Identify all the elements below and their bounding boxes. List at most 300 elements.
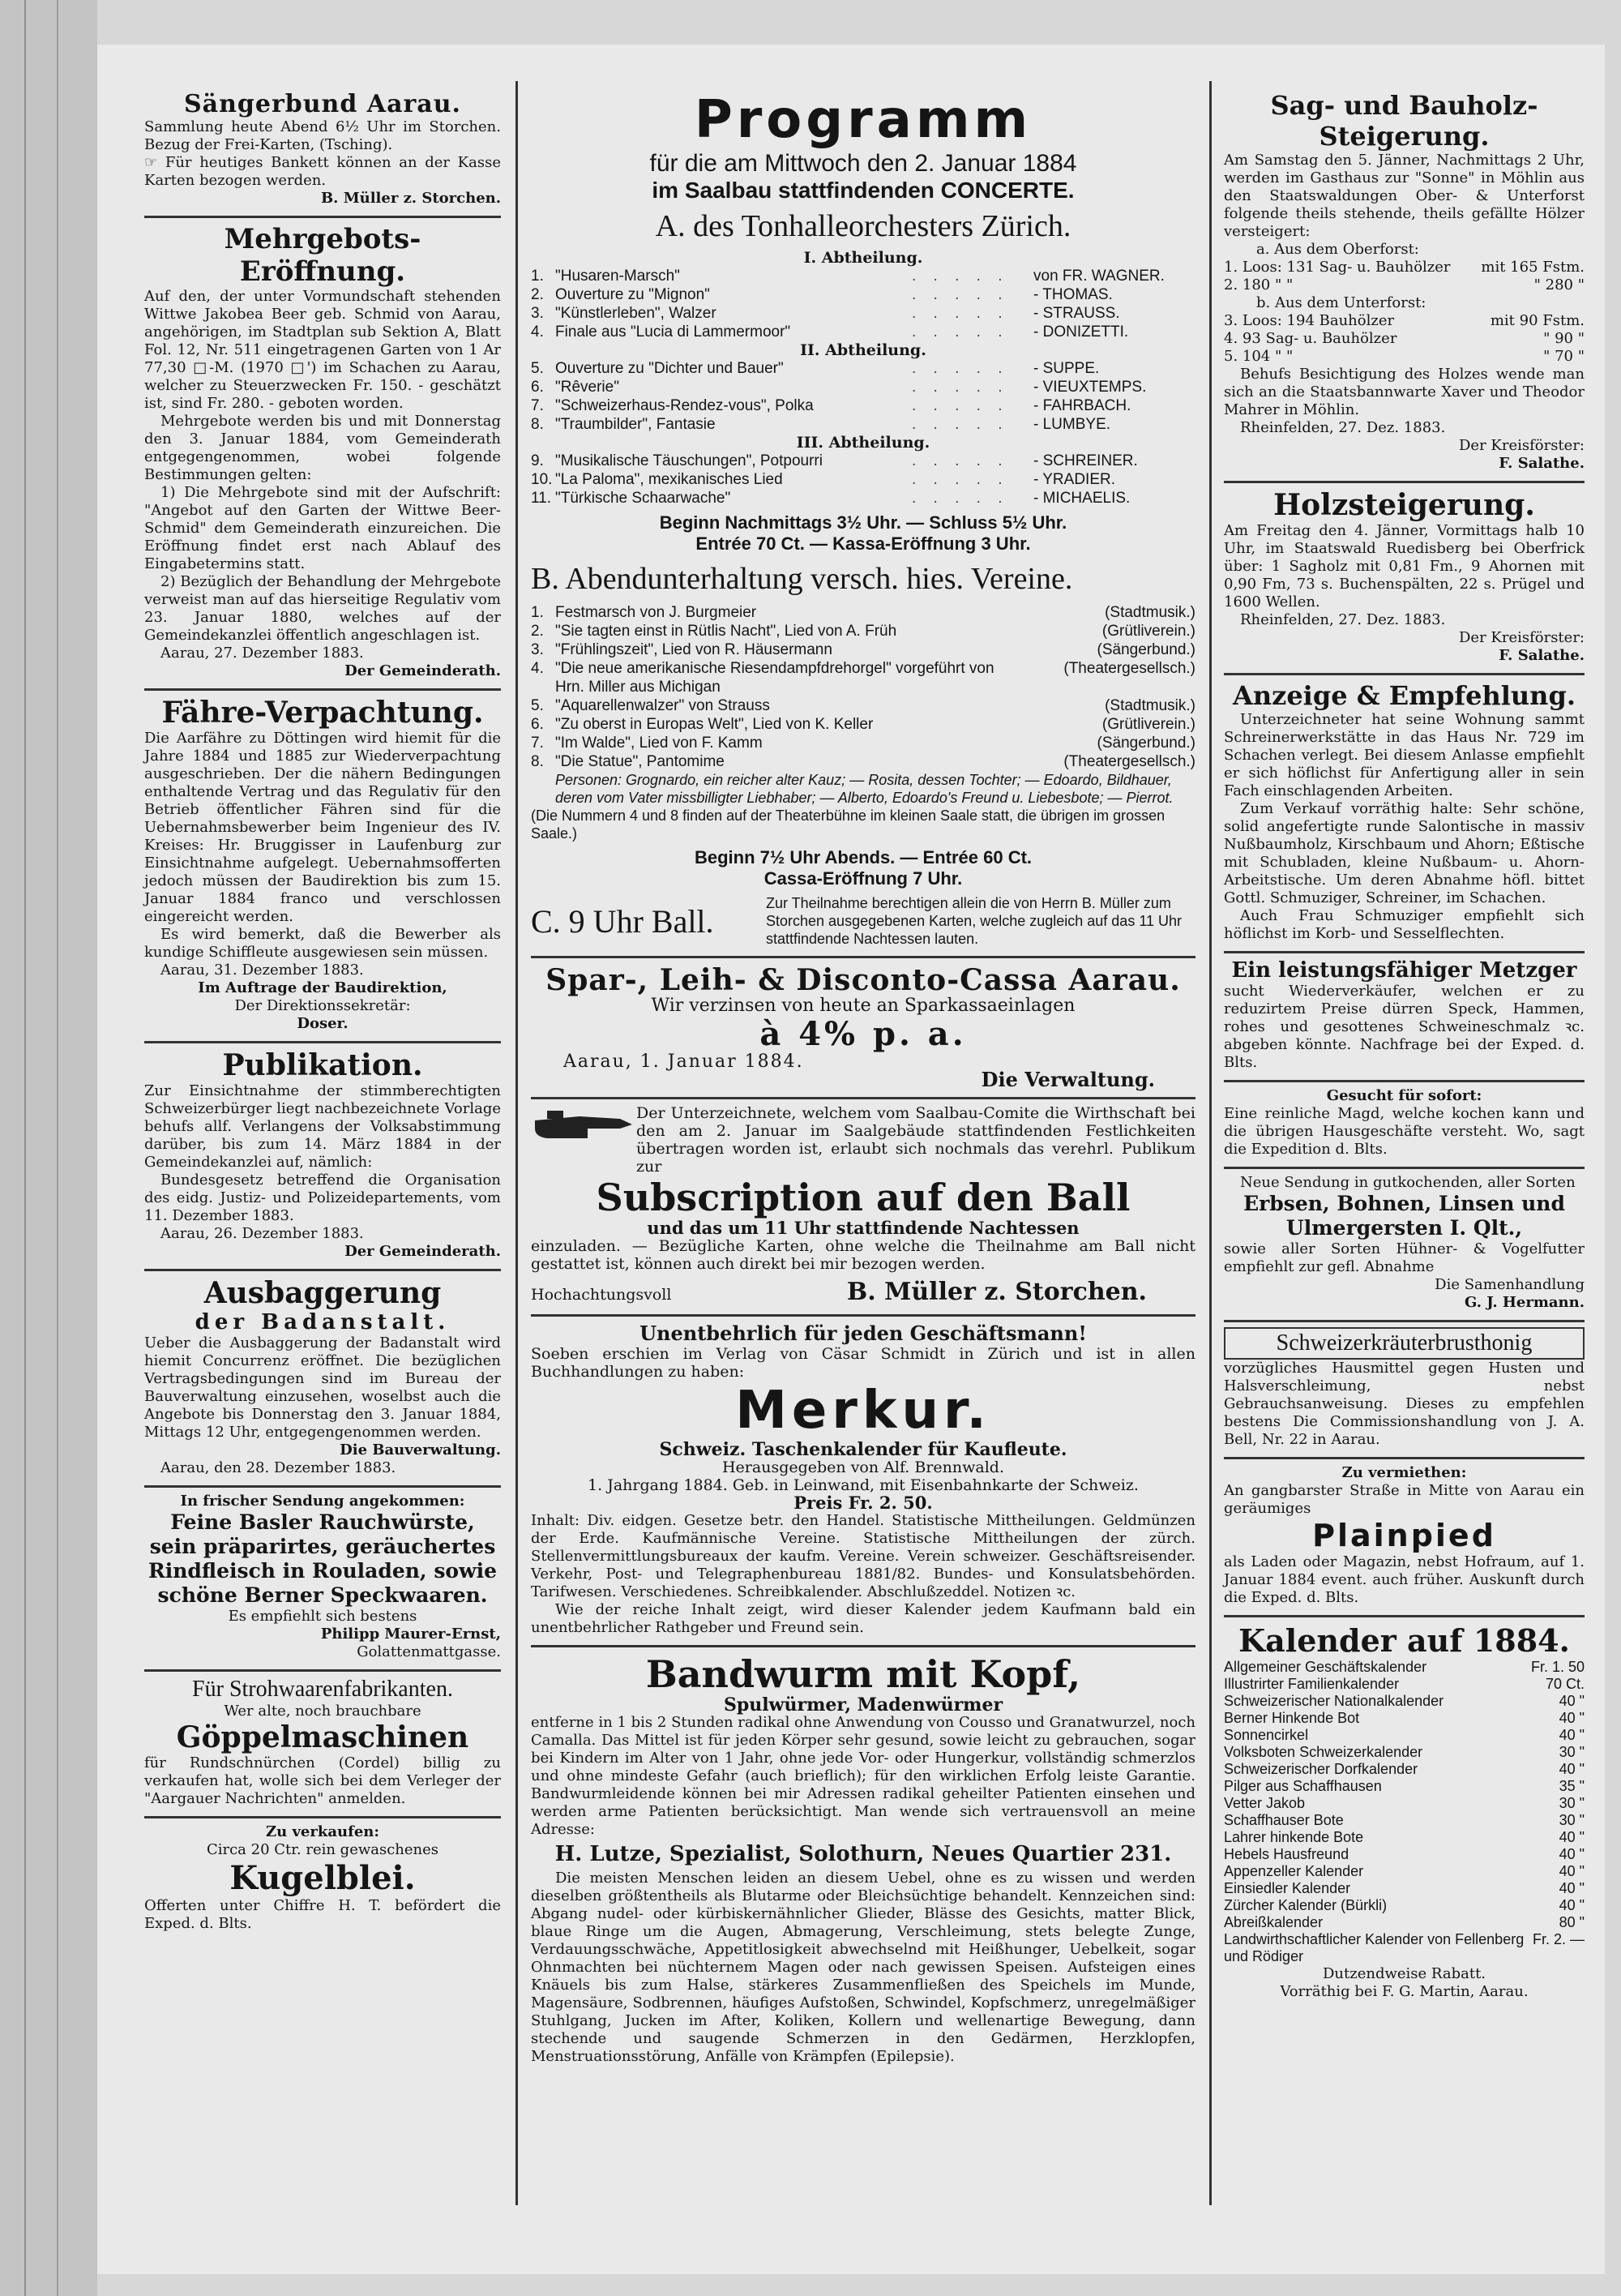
ad-mehrgebot bbox=[144, 218, 501, 691]
ad-merkur bbox=[531, 1317, 1195, 1647]
subscription-intro bbox=[531, 1104, 1195, 1176]
lot-row bbox=[1224, 259, 1585, 276]
subscription-sign-row bbox=[531, 1278, 1195, 1306]
ad-text: Zur Einsichtnahme der stimmberechtigten Schweizerbürger liegt nachbezeichnete Vorlage behufs allf. Verlangens der Volksabstimmung darüber, bis zum 14. März 1884 in der Gemeindekanzlei auf, nämlich: bbox=[144, 1082, 501, 1171]
ad-date: Aarau, 1. Januar 1884. bbox=[563, 1052, 804, 1072]
program-row bbox=[531, 659, 1195, 696]
kalender-name: Volksboten Schweizerkalender bbox=[1224, 1744, 1423, 1760]
program-title: Programm bbox=[694, 90, 1033, 150]
ad-text: Es empfiehlt sich bestens bbox=[228, 1608, 417, 1625]
ad-rate: à 4% p. a. bbox=[759, 1015, 967, 1053]
lot-quantity: " 280 " bbox=[1533, 276, 1585, 293]
program-list-b bbox=[531, 603, 1195, 771]
item-number: 6. bbox=[531, 716, 544, 733]
kalender-row bbox=[1224, 1880, 1585, 1897]
ad-editor: Herausgegeben von Alf. Brennwald. bbox=[721, 1459, 1005, 1476]
ad-title: Holzsteigerung. bbox=[1273, 488, 1535, 522]
ad-text: Unterzeichneter hat seine Wohnung sammt Schreinerwerkstätte in das Haus Nr. 729 im Schachen verlegt. Bei diesem Anlasse empfiehlt er sich höflichst für Anfertigung aller in sein Fach einschlagenden Arbeiten. bbox=[1224, 711, 1585, 799]
item-title: "Musikalische Täuschungen", Potpourri bbox=[555, 452, 823, 469]
ad-text: Auf den, der unter Vormundschaft stehenden Wittwe Jakobea Beer geb. Schmid von Aarau, angehörigen, im Stadtplan sub Sektion A, Blatt Fol. 12, Nr. 511 eingetragenen Garten von 1 Ar 77,30 □-M. (1970 □') im Schachen zu Aarau, welcher zu Steuerzwecken Fr. 150. - geschätzt ist, sind Fr. 280. - geboten worden. bbox=[144, 288, 501, 412]
leader-dots: . . . . . bbox=[912, 305, 1009, 322]
kalender-price: Fr. 2. — bbox=[1532, 1931, 1585, 1947]
kalender-row bbox=[1224, 1761, 1585, 1778]
newspaper-page bbox=[97, 45, 1605, 2274]
program-row bbox=[531, 622, 1195, 640]
ad-faehre bbox=[144, 691, 501, 1043]
item-composer: - SUPPE. bbox=[1033, 360, 1100, 377]
ad-text: Sammlung heute Abend 6½ Uhr im Storchen. Bezug der Frei-Karten, (Tsching). bbox=[144, 118, 501, 153]
ad-text: Zum Verkauf vorräthig halte: Sehr schöne, solid angefertigte runde Salontische in massiv Nußbaumholz, Kirschbaum und Ahorn; Eßtische mit Schubladen, kleine Nußbaum- u. Ahorn-Arbeitstische. Um deren Abnahme höfl. bittet Gottl. Schmuziger, Schreiner, im Schachen. bbox=[1224, 800, 1585, 906]
item-composer: - FAHRBACH. bbox=[1033, 397, 1131, 414]
kalender-row bbox=[1224, 1727, 1585, 1744]
item-composer: - LUMBYE. bbox=[1033, 416, 1111, 433]
item-number: 5. bbox=[531, 360, 544, 377]
kalender-price: 30 " bbox=[1559, 1812, 1585, 1828]
program-row bbox=[531, 304, 1195, 323]
kalender-row bbox=[1224, 1710, 1585, 1727]
item-composer: - VIEUXTEMPS. bbox=[1033, 379, 1147, 396]
ad-publikation bbox=[144, 1043, 501, 1271]
kalender-price: 70 Ct. bbox=[1545, 1676, 1585, 1692]
kalender-name: Landwirthschaftlicher Kalender von Fellenberg und Rödiger bbox=[1224, 1931, 1525, 1964]
ad-kugelblei bbox=[144, 1818, 501, 1941]
kalender-row bbox=[1224, 1659, 1585, 1676]
item-verein: (Sängerbund.) bbox=[1097, 735, 1195, 752]
program-list-1 bbox=[531, 267, 1195, 341]
item-verein: (Stadtmusik.) bbox=[1105, 697, 1195, 714]
ad-title: Steigerung. bbox=[1319, 121, 1490, 152]
program-row bbox=[531, 696, 1195, 715]
ad-title: Plainpied bbox=[1312, 1518, 1496, 1553]
ad-date: Aarau, den 28. Dezember 1883. bbox=[160, 1459, 396, 1476]
item-title: Finale aus "Lucia di Lammermoor" bbox=[555, 323, 791, 341]
kalender-row bbox=[1224, 1897, 1585, 1914]
item-title: "Schweizerhaus-Rendez-vous", Polka bbox=[555, 397, 814, 414]
lot-row bbox=[1224, 348, 1585, 366]
lot-label: 4. 93 Sag- u. Bauhölzer bbox=[1224, 330, 1397, 347]
kalender-name: Allgemeiner Geschäftskalender bbox=[1224, 1659, 1427, 1675]
ad-text: Behufs Besichtigung des Holzes wende man sich an die Staatsbannwarte Xaver und Theodor Mahrer in Möhlin. bbox=[1224, 366, 1585, 418]
ad-title: Sängerbund Aarau. bbox=[183, 90, 462, 118]
program-row bbox=[531, 452, 1195, 470]
kalender-row bbox=[1224, 1914, 1585, 1931]
section-heading: I. Abtheilung. bbox=[803, 249, 923, 267]
ad-date: Rheinfelden, 27. Dez. 1883. bbox=[1240, 611, 1446, 628]
kalender-row bbox=[1224, 1863, 1585, 1880]
item-number: 9. bbox=[531, 452, 544, 469]
ad-title: Fähre-Verpachtung. bbox=[161, 696, 484, 730]
program-personen: Personen: Grognardo, ein reicher alter Kauz; — Rosita, dessen Tochter; — Edoardo, Bildhauer, deren vom Vater missbilligter Liebhaber; — Alberto, Edoardo's Freund u. Liebesbote; — Pierrot. bbox=[555, 772, 1174, 806]
ad-kalender bbox=[1224, 1617, 1585, 2009]
ad-sub: Circa 20 Ctr. rein gewaschenes bbox=[206, 1841, 439, 1858]
ad-title: Feine Basler Rauchwürste, sein präparirtes, geräuchertes Rindfleisch in Rouladen, sowie schöne Berner Speckwaaren. bbox=[148, 1510, 498, 1607]
lots-list-b bbox=[1224, 312, 1585, 366]
item-composer: von FR. WAGNER. bbox=[1033, 268, 1165, 285]
kalender-row bbox=[1224, 1812, 1585, 1829]
ad-signature: F. Salathe. bbox=[1499, 647, 1585, 664]
kalender-price: 80 " bbox=[1559, 1914, 1585, 1930]
ad-note: Für heutiges Bankett können an der Kasse Karten bezogen werden. bbox=[144, 154, 501, 189]
ad-signature: Philipp Maurer-Ernst, bbox=[320, 1626, 501, 1643]
ad-sub: Spulwürmer, Madenwürmer bbox=[723, 1694, 1003, 1716]
kalender-name: Abreißkalender bbox=[1224, 1914, 1324, 1930]
ad-signature: Die Samenhandlung bbox=[1435, 1276, 1585, 1293]
ad-text: sucht Wiederverkäufer, welchen er zu reduzirtem Preise dürren Speck, Hammen, rohes und gesottenes Schweineschmalz ꝛc. abgeben könnte. Nachfrage bei der Exped. d. Blts. bbox=[1224, 983, 1585, 1071]
kalender-row bbox=[1224, 1778, 1585, 1795]
ad-text: Wie der reiche Inhalt zeigt, wird dieser Kalender jedem Kaufmann bald ein unentbehrlicher Rathgeber und Freund sein. bbox=[531, 1601, 1195, 1636]
item-verein: (Grütliverein.) bbox=[1101, 716, 1195, 733]
program-part-b: B. Abendunterhaltung versch. hies. Vereine. bbox=[531, 562, 1073, 596]
ad-text: Die Aarfähre zu Döttingen wird hiemit für die Jahre 1884 und 1885 zur Wiederverpachtung ausgeschrieben. Der die nähern Bedingungen enthaltende Vertrag und das Regulativ für den Betrieb öffentlicher Fähren sind für die Uebernahmsbewerber beim Ingenieur des IV. Kreises: Hr. Bruggisser in Laufenburg zur Einsichtnahme aufgelegt. Uebernahmsofferten jedoch müssen der Baudirektion bis zum 15. Januar 1884 franco und verschlossen eingereicht werden. bbox=[144, 730, 501, 925]
ad-title: Subscription auf den Ball bbox=[596, 1176, 1131, 1219]
kalender-name: Schweizerischer Nationalkalender bbox=[1224, 1693, 1444, 1709]
item-composer: - DONIZETTI. bbox=[1033, 323, 1129, 341]
item-composer: - THOMAS. bbox=[1033, 286, 1113, 303]
ad-strohwaaren bbox=[144, 1672, 501, 1818]
ad-lead: Wer alte, noch brauchbare bbox=[224, 1703, 421, 1720]
ad-text: Mehrgebote werden bis und mit Donnerstag den 3. Januar 1884, vom Gemeinderath entgegengenommen, wobei folgende Bestimmungen gelten: bbox=[144, 413, 501, 483]
ad-text: 1) Die Mehrgebote sind mit der Aufschrift: "Angebot auf den Garten der Wittwe Beer-Schmid" dem Gemeinderath einzureichen. Die Eröffnung findet erst nach Ablauf des Eingabetermins statt. bbox=[144, 484, 501, 572]
pointing-hand-icon bbox=[531, 1104, 636, 1145]
ad-text: Am Samstag den 5. Jänner, Nachmittags 2 Uhr, werden im Gasthaus zur "Sonne" in Möhlin aus den Staatswaldungen Ober- & Unterforst folgende theils stehende, theils gefällte Hölzer versteigert: bbox=[1224, 152, 1585, 240]
kalender-row bbox=[1224, 1931, 1585, 1965]
ad-title: Kugelblei. bbox=[229, 1859, 416, 1897]
kalender-row bbox=[1224, 1829, 1585, 1846]
kalender-name: Appenzeller Kalender bbox=[1224, 1863, 1364, 1879]
program-row bbox=[531, 489, 1195, 508]
ad-subtitle: der Badanstalt. bbox=[195, 1310, 451, 1334]
leader-dots: . . . . . bbox=[912, 471, 1009, 488]
kalender-row bbox=[1224, 1795, 1585, 1812]
ad-text: als Laden oder Magazin, nebst Hofraum, auf 1. Januar 1884 event. auch früher. Auskunft durch die Exped. d. Blts. bbox=[1224, 1553, 1585, 1606]
lot-label: 5. 104 " " bbox=[1224, 348, 1294, 365]
program-begin: Beginn 7½ Uhr Abends. — Entrée 60 Ct. bbox=[694, 847, 1033, 867]
ad-text: Bundesgesetz betreffend die Organisation des eidg. Justiz- und Polizeidepartements, vom 11. Dezember 1883. bbox=[144, 1172, 501, 1224]
ad-signature: Doser. bbox=[297, 1015, 349, 1032]
program-row bbox=[531, 715, 1195, 734]
item-title: "Türkische Schaarwache" bbox=[555, 490, 731, 507]
ad-signature: Der Gemeinderath. bbox=[344, 1243, 501, 1260]
ad-title: Spar-, Leih- & Disconto-Cassa Aarau. bbox=[545, 963, 1181, 997]
lot-quantity: " 90 " bbox=[1543, 330, 1585, 347]
lot-row bbox=[1224, 276, 1585, 294]
item-composer: - STRAUSS. bbox=[1033, 305, 1120, 322]
ad-title: Anzeige & Empfehlung. bbox=[1233, 680, 1576, 711]
program-row bbox=[531, 470, 1195, 489]
ad-footer: Vorräthig bei F. G. Martin, Aarau. bbox=[1280, 1983, 1529, 2000]
ad-rauchwurst bbox=[144, 1488, 501, 1672]
program-row bbox=[531, 640, 1195, 659]
kalender-row bbox=[1224, 1676, 1585, 1693]
program-row bbox=[531, 359, 1195, 378]
ad-text: Die meisten Menschen leiden an diesem Uebel, ohne es zu wissen und werden dieselben größtentheils als Blutarme oder Bleichsüchtige behandelt. Kennzeichen sind: Abgang nudel- oder kürbiskernähnlicher Glieder, Blässe des Gesichts, matter Blick, blaue Ringe um die Augen, Abmagerung, Verschleimung, stets belegte Zunge, Verdauungsschwäche, Appetitlosigkeit abwechselnd mit Heißhunger, Uebelkeit, sogar Ohnmachten bei nüchternem Magen oder nach gewissen Speisen. Aufsteigen eines Knäuels bis zum Halse, stärkeres Zusammenfließen des Speichels im Munde, Magensäure, Sodbrennen, häufiges Aufstoßen, Schwindel, Kopfschmerz, unregelmäßiger Stuhlgang, Jucken im After, Koliken, Kollern und wellenartige Bewegung, dann stechende und saugende Schmerzen in den Gedärmen, Herzklopfen, Menstruationsstörung, Anfälle von Krämpfen (Epilepsie). bbox=[531, 1870, 1195, 2065]
program-row bbox=[531, 285, 1195, 304]
item-title: "Künstlerleben", Walzer bbox=[555, 305, 716, 322]
kalender-row bbox=[1224, 1693, 1585, 1710]
kalender-price: 35 " bbox=[1559, 1778, 1585, 1794]
ad-signature: B. Müller z. Storchen. bbox=[320, 190, 501, 207]
kalender-price: 40 " bbox=[1559, 1863, 1585, 1879]
item-number: 5. bbox=[531, 697, 544, 714]
kalender-price: 40 " bbox=[1559, 1897, 1585, 1913]
program-part-a: A. des Tonhalleorchesters Zürich. bbox=[655, 209, 1071, 243]
ad-signature: Der Kreisförster: bbox=[1458, 437, 1585, 454]
ad-signature: F. Salathe. bbox=[1499, 455, 1585, 472]
kalender-name: Schweizerischer Dorfkalender bbox=[1224, 1761, 1418, 1777]
item-verein: (Stadtmusik.) bbox=[1105, 604, 1195, 621]
ad-date: Aarau, 27. Dezember 1883. bbox=[160, 645, 364, 662]
ad-text: Auch Frau Schmuziger empfiehlt sich höflichst im Korb- und Sesselflechten. bbox=[1224, 907, 1585, 942]
ad-date: Aarau, 26. Dezember 1883. bbox=[160, 1225, 364, 1242]
ad-signature: B. Müller z. Storchen. bbox=[846, 1278, 1147, 1306]
pointing-hand-icon: ☞ bbox=[144, 154, 158, 171]
item-title: "La Paloma", mexikanisches Lied bbox=[555, 471, 783, 488]
ad-date: Rheinfelden, 27. Dez. 1883. bbox=[1240, 419, 1446, 436]
ad-title: Kalender auf 1884. bbox=[1238, 1622, 1570, 1659]
ad-honig bbox=[1224, 1322, 1585, 1459]
kalender-price: 40 " bbox=[1559, 1880, 1585, 1896]
ad-text: für Rundschnürchen (Cordel) billig zu verkaufen hat, wolle sich bei dem Verleger der "Aargauer Nachrichten" anmelden. bbox=[144, 1754, 501, 1807]
item-verein: (Grütliverein.) bbox=[1101, 623, 1195, 640]
ad-signature: Die Verwaltung. bbox=[981, 1068, 1155, 1091]
kalender-price: 40 " bbox=[1559, 1727, 1585, 1743]
kalender-name: Berner Hinkende Bot bbox=[1224, 1710, 1360, 1726]
kalender-list bbox=[1224, 1659, 1585, 1965]
program-subtitle: im Saalbau stattfindenden CONCERTE. bbox=[652, 178, 1075, 203]
ad-year: 1. Jahrgang 1884. Geb. in Leinwand, mit Eisenbahnkarte der Schweiz. bbox=[588, 1476, 1139, 1494]
program-subtitle: für die am Mittwoch den 2. Januar 1884 bbox=[649, 150, 1077, 177]
kalender-name: Zürcher Kalender (Bürkli) bbox=[1224, 1897, 1388, 1913]
leader-dots: . . . . . bbox=[912, 397, 1009, 414]
ad-signature: Der Kreisförster: bbox=[1458, 629, 1585, 646]
item-number: 8. bbox=[531, 753, 544, 770]
leader-dots: . . . . . bbox=[912, 416, 1009, 433]
item-title: "Sie tagten einst in Rütlis Nacht", Lied von A. Früh bbox=[555, 623, 897, 640]
kalender-price: 40 " bbox=[1559, 1846, 1585, 1862]
lot-quantity: mit 90 Fstm. bbox=[1490, 312, 1585, 329]
lot-label: 2. 180 " " bbox=[1224, 276, 1294, 293]
ad-date: Aarau, 31. Dezember 1883. bbox=[160, 962, 364, 979]
program-note: (Die Nummern 4 und 8 finden auf der Theaterbühne im kleinen Saale statt, die übrigen im grossen Saale.) bbox=[531, 807, 1165, 842]
program-row bbox=[531, 752, 1195, 771]
column-rule-left bbox=[515, 81, 518, 2205]
program-row bbox=[531, 603, 1195, 622]
item-title: "Im Walde", Lied von F. Kamm bbox=[555, 735, 763, 752]
ad-bauholz bbox=[1224, 85, 1585, 483]
item-title: "Die Statue", Pantomime bbox=[555, 753, 725, 770]
item-composer: - MICHAELIS. bbox=[1033, 490, 1131, 507]
item-title: "Rêverie" bbox=[555, 379, 619, 396]
leader-dots: . . . . . bbox=[912, 360, 1009, 377]
ad-title: Bandwurm mit Kopf, bbox=[645, 1652, 1081, 1696]
item-number: 1. bbox=[531, 604, 544, 621]
ad-magd bbox=[1224, 1082, 1585, 1169]
ad-text: sowie aller Sorten Hühner- & Vogelfutter empfiehlt zur gefl. Abnahme bbox=[1224, 1240, 1585, 1275]
kalender-price: 30 " bbox=[1559, 1744, 1585, 1760]
item-verein: (Theatergesellsch.) bbox=[1063, 660, 1195, 677]
ad-title: Sag- und Bauholz- bbox=[1270, 90, 1538, 121]
ad-title: Gesucht für sofort: bbox=[1326, 1087, 1482, 1104]
ad-text: Neue Sendung in gutkochenden, aller Sorten bbox=[1240, 1174, 1576, 1191]
program-list-3 bbox=[531, 452, 1195, 508]
ad-text: Am Freitag den 4. Jänner, Vormittags halb 10 Uhr, im Staatswald Ruedisberg bei Oberfrick über: 1 Sagholz mit 0,81 Fm., 9 Ahornen mit 0,90 Fm, 73 s. Buchenspälten, 22 s. Prügel und 1600 Wellen. bbox=[1224, 522, 1585, 610]
ad-text: vorzügliches Hausmittel gegen Husten und Halsverschleimung, nebst Gebrauchsanweisung. Dieses zu empfehlen bestens Die Commissionshandlung von J. A. Bell, Nr. 22 in Aarau. bbox=[1224, 1360, 1585, 1448]
section-heading: II. Abtheilung. bbox=[800, 341, 926, 359]
kalender-name: Illustrirter Familienkalender bbox=[1224, 1676, 1400, 1692]
leader-dots: . . . . . bbox=[912, 379, 1009, 396]
lots-heading: b. Aus dem Unterforst: bbox=[1256, 294, 1426, 311]
ad-title: Merkur. bbox=[735, 1381, 991, 1441]
ad-lead: Zu verkaufen: bbox=[265, 1823, 380, 1840]
ad-title: Publikation. bbox=[222, 1048, 423, 1082]
ad-spar bbox=[531, 958, 1195, 1099]
kalender-price: 40 " bbox=[1559, 1693, 1585, 1709]
item-composer: - SCHREINER. bbox=[1033, 452, 1138, 469]
ad-bandwurm bbox=[531, 1647, 1195, 2074]
kalender-name: Schaffhauser Bote bbox=[1224, 1812, 1344, 1828]
lot-row bbox=[1224, 330, 1585, 348]
program-entree: Cassa-Eröffnung 7 Uhr. bbox=[763, 868, 963, 889]
item-number: 7. bbox=[531, 735, 544, 752]
item-number: 2. bbox=[531, 623, 544, 640]
adjacent-page-edge bbox=[0, 0, 97, 2296]
item-number: 1. bbox=[531, 268, 544, 285]
ad-text: 2) Bezüglich der Behandlung der Mehrgebote verweist man auf das hierseitige Regulativ vom 23. Januar 1880, welches auf der Gemeindekanzlei öffentlich angeschlagen ist. bbox=[144, 573, 501, 644]
program-begin: Beginn Nachmittags 3½ Uhr. — Schluss 5½ Uhr. bbox=[659, 512, 1067, 533]
program-ball-row bbox=[531, 894, 1195, 948]
item-number: 3. bbox=[531, 641, 544, 658]
kalender-price: 40 " bbox=[1559, 1710, 1585, 1726]
ad-title: Erbsen, Bohnen, Linsen und Ulmergersten I. Qlt., bbox=[1243, 1192, 1565, 1240]
program-list-2 bbox=[531, 359, 1195, 434]
kalender-price: Fr. 1. 50 bbox=[1530, 1659, 1585, 1675]
lot-quantity: mit 165 Fstm. bbox=[1481, 259, 1585, 276]
ad-text: entferne in 1 bis 2 Stunden radikal ohne Anwendung von Cousso und Granatwurzel, noch Camalla. Das Mittel ist für jeden Körper sehr gesund, sowie leicht zu gebrauchen, sogar bei Kindern im Alter von 1 Jahr, ohne jede Vor- oder Hungerkur, vollständig schmerzlos und ohne mindeste Gefahr (auch brieflich); für den wirklichen Erfolg leiste Garantie. Bandwurmleidende können bei mir Adressen radikal geheilter Patienten einsehen und werden arme Patienten berücksichtigt. Man wende sich vertrauensvoll an meine Adresse: bbox=[531, 1714, 1195, 1838]
ad-address: H. Lutze, Spezialist, Solothurn, Neues Quartier 231. bbox=[554, 1842, 1172, 1866]
leader-dots: . . . . . bbox=[912, 323, 1009, 341]
ad-ausbaggerung bbox=[144, 1271, 501, 1488]
kalender-name: Sonnencirkel bbox=[1224, 1727, 1309, 1743]
column-rule-right bbox=[1209, 81, 1212, 2205]
program-row bbox=[531, 734, 1195, 752]
ad-subscription bbox=[531, 1099, 1195, 1317]
item-number: 3. bbox=[531, 305, 544, 322]
kalender-row bbox=[1224, 1744, 1585, 1761]
right-column bbox=[1224, 85, 1585, 2009]
leader-dots: . . . . . bbox=[912, 268, 1009, 285]
ad-title: Ausbaggerung bbox=[203, 1276, 442, 1310]
section-heading: III. Abtheilung. bbox=[796, 434, 930, 452]
ad-signature: G. J. Hermann. bbox=[1464, 1294, 1585, 1311]
program-row bbox=[531, 396, 1195, 415]
middle-column bbox=[531, 85, 1195, 2074]
item-verein: (Sängerbund.) bbox=[1097, 641, 1195, 658]
ad-title: Für Strohwaarenfabrikanten. bbox=[192, 1677, 453, 1702]
ad-inhalt: Inhalt: Div. eidgen. Gesetze betr. den Handel. Statistische Mittheilungen. Geldmünzen der Erde. Kaufmännische Vereine. Statistische Mittheilungen der zürch. Stellenvermittlungsbureaux der kaufm. Vereine. Verein schweizer. Geschäftsreisender. Verkehr, Post- und Telegraphenbureau 1881/82. Bundes- und Konsulatsbehörden. Tarifwesen. Verschiedenes. Schreibkalender. Abschlußzeddel. Notizen ꝛc. bbox=[531, 1512, 1195, 1600]
program-ball: C. 9 Uhr Ball. bbox=[531, 902, 714, 940]
item-title: "Husaren-Marsch" bbox=[555, 268, 680, 285]
kalender-row bbox=[1224, 1846, 1585, 1863]
item-number: 4. bbox=[531, 323, 544, 341]
ad-signature: Der Gemeinderath. bbox=[344, 662, 501, 679]
kalender-name: Lahrer hinkende Bote bbox=[1224, 1829, 1364, 1845]
program-row bbox=[531, 378, 1195, 396]
item-title: "Frühlingszeit", Lied von R. Häusermann bbox=[555, 641, 832, 658]
ad-text: Offerten unter Chiffre H. T. befördert die Exped. d. Blts. bbox=[144, 1897, 501, 1932]
item-title: Ouverture zu "Mignon" bbox=[555, 286, 710, 303]
program-row bbox=[531, 323, 1195, 341]
kalender-name: Hebels Hausfreund bbox=[1224, 1846, 1349, 1862]
ad-note-row bbox=[144, 154, 501, 190]
leader-dots: . . . . . bbox=[912, 286, 1009, 303]
ad-sub: und das um 11 Uhr stattfindende Nachtessen bbox=[647, 1218, 1080, 1238]
ad-item: Göppelmaschinen bbox=[176, 1720, 469, 1754]
item-verein: (Theatergesellsch.) bbox=[1063, 753, 1195, 770]
item-title: Festmarsch von J. Burgmeier bbox=[555, 604, 757, 621]
item-number: 4. bbox=[531, 660, 544, 677]
program-row bbox=[531, 415, 1195, 434]
ad-rabatt: Dutzendweise Rabatt. bbox=[1322, 1965, 1486, 1982]
ad-text: An gangbarster Straße in Mitte von Aarau ein geräumiges bbox=[1224, 1482, 1585, 1517]
item-title: "Aquarellenwalzer" von Strauss bbox=[555, 697, 770, 714]
program-row bbox=[531, 267, 1195, 285]
program-entree: Entrée 70 Ct. — Kassa-Eröffnung 3 Uhr. bbox=[695, 533, 1031, 554]
item-number: 2. bbox=[531, 286, 544, 303]
leader-dots: . . . . . bbox=[912, 490, 1009, 507]
kalender-name: Vetter Jakob bbox=[1224, 1795, 1306, 1811]
item-title: Ouverture zu "Dichter und Bauer" bbox=[555, 360, 784, 377]
lot-label: 3. Loos: 194 Bauhölzer bbox=[1224, 312, 1395, 329]
kalender-price: 40 " bbox=[1559, 1829, 1585, 1845]
ad-signature: Der Direktionssekretär: bbox=[234, 997, 411, 1014]
kalender-price: 40 " bbox=[1559, 1761, 1585, 1777]
item-number: 6. bbox=[531, 379, 544, 396]
ad-text: Ueber die Ausbaggerung der Badanstalt wird hiemit Concurrenz eröffnet. Die bezüglichen Vertragsbedingungen sind im Bureau der Bauverwaltung einzusehen, woselbst auch die Angebote bis Donnerstag den 3. Januar 1884, Mittags 12 Uhr, entgegengenommen werden. bbox=[144, 1334, 501, 1441]
lots-list-a bbox=[1224, 259, 1585, 294]
kalender-name: Pilger aus Schaffhausen bbox=[1224, 1778, 1382, 1794]
ad-signature: Die Bauverwaltung. bbox=[340, 1441, 501, 1459]
ad-programm bbox=[531, 85, 1195, 958]
ad-text: Eine reinliche Magd, welche kochen kann und die übrigen Hausgeschäfte versteht. Wo, sagt die Expedition d. Blts. bbox=[1224, 1105, 1585, 1158]
item-number: 8. bbox=[531, 416, 544, 433]
ad-text: einzuladen. — Bezügliche Karten, ohne welche die Theilnahme am Ball nicht gestattet ist, können auch direkt bei mir bezogen werden. bbox=[531, 1237, 1195, 1273]
leader-dots: . . . . . bbox=[912, 452, 1009, 469]
ad-text: Der Unterzeichnete, welchem vom Saalbau-Comite die Wirthschaft bei den am 2. Januar im Saalgebäude stattfindenden Festlichkeiten übertragen worden ist, erlaubt sich nochmals das verehrl. Publikum zur bbox=[636, 1104, 1195, 1176]
ad-lead: Unentbehrlich für jeden Geschäftsmann! bbox=[639, 1321, 1087, 1345]
item-title: "Zu oberst in Europas Welt", Lied von K. Keller bbox=[555, 716, 874, 733]
ad-samen bbox=[1224, 1169, 1585, 1322]
program-ball-text: Zur Theilnahme berechtigen allein die von Herrn B. Müller zum Storchen ausgegebenen Karten, welche zugleich auf das 11 Uhr stattfindende Nachtessen lauten. bbox=[766, 895, 1183, 947]
ad-address: Golattenmattgasse. bbox=[357, 1643, 501, 1660]
item-title: "Die neue amerikanische Riesendampfdrehorgel" vorgeführt von Hrn. Miller aus Michigan bbox=[555, 660, 994, 696]
ad-title: Mehrgebots-Eröffnung. bbox=[224, 223, 421, 288]
ad-sub: Schweiz. Taschenkalender für Kaufleute. bbox=[659, 1439, 1067, 1460]
ad-vermiethen bbox=[1224, 1459, 1585, 1617]
lot-quantity: " 70 " bbox=[1543, 348, 1585, 365]
ad-title: Schweizerkräuterbrusthonig bbox=[1224, 1327, 1585, 1360]
ad-price: Preis Fr. 2. 50. bbox=[793, 1493, 933, 1513]
ad-title: Ein leistungsfähiger Metzger bbox=[1231, 958, 1577, 983]
item-composer: - YRADIER. bbox=[1033, 471, 1116, 488]
lot-label: 1. Loos: 131 Sag- u. Bauhölzer bbox=[1224, 259, 1451, 276]
kalender-price: 30 " bbox=[1559, 1795, 1585, 1811]
item-title: "Traumbilder", Fantasie bbox=[555, 416, 716, 433]
lots-heading: a. Aus dem Oberforst: bbox=[1256, 241, 1419, 258]
ad-text: Es wird bemerkt, daß die Bewerber als kundige Schiffleute ausgewiesen sein müssen. bbox=[144, 926, 501, 961]
kalender-name: Einsiedler Kalender bbox=[1224, 1880, 1351, 1896]
ad-anzeige bbox=[1224, 675, 1585, 953]
left-column bbox=[144, 85, 501, 1941]
